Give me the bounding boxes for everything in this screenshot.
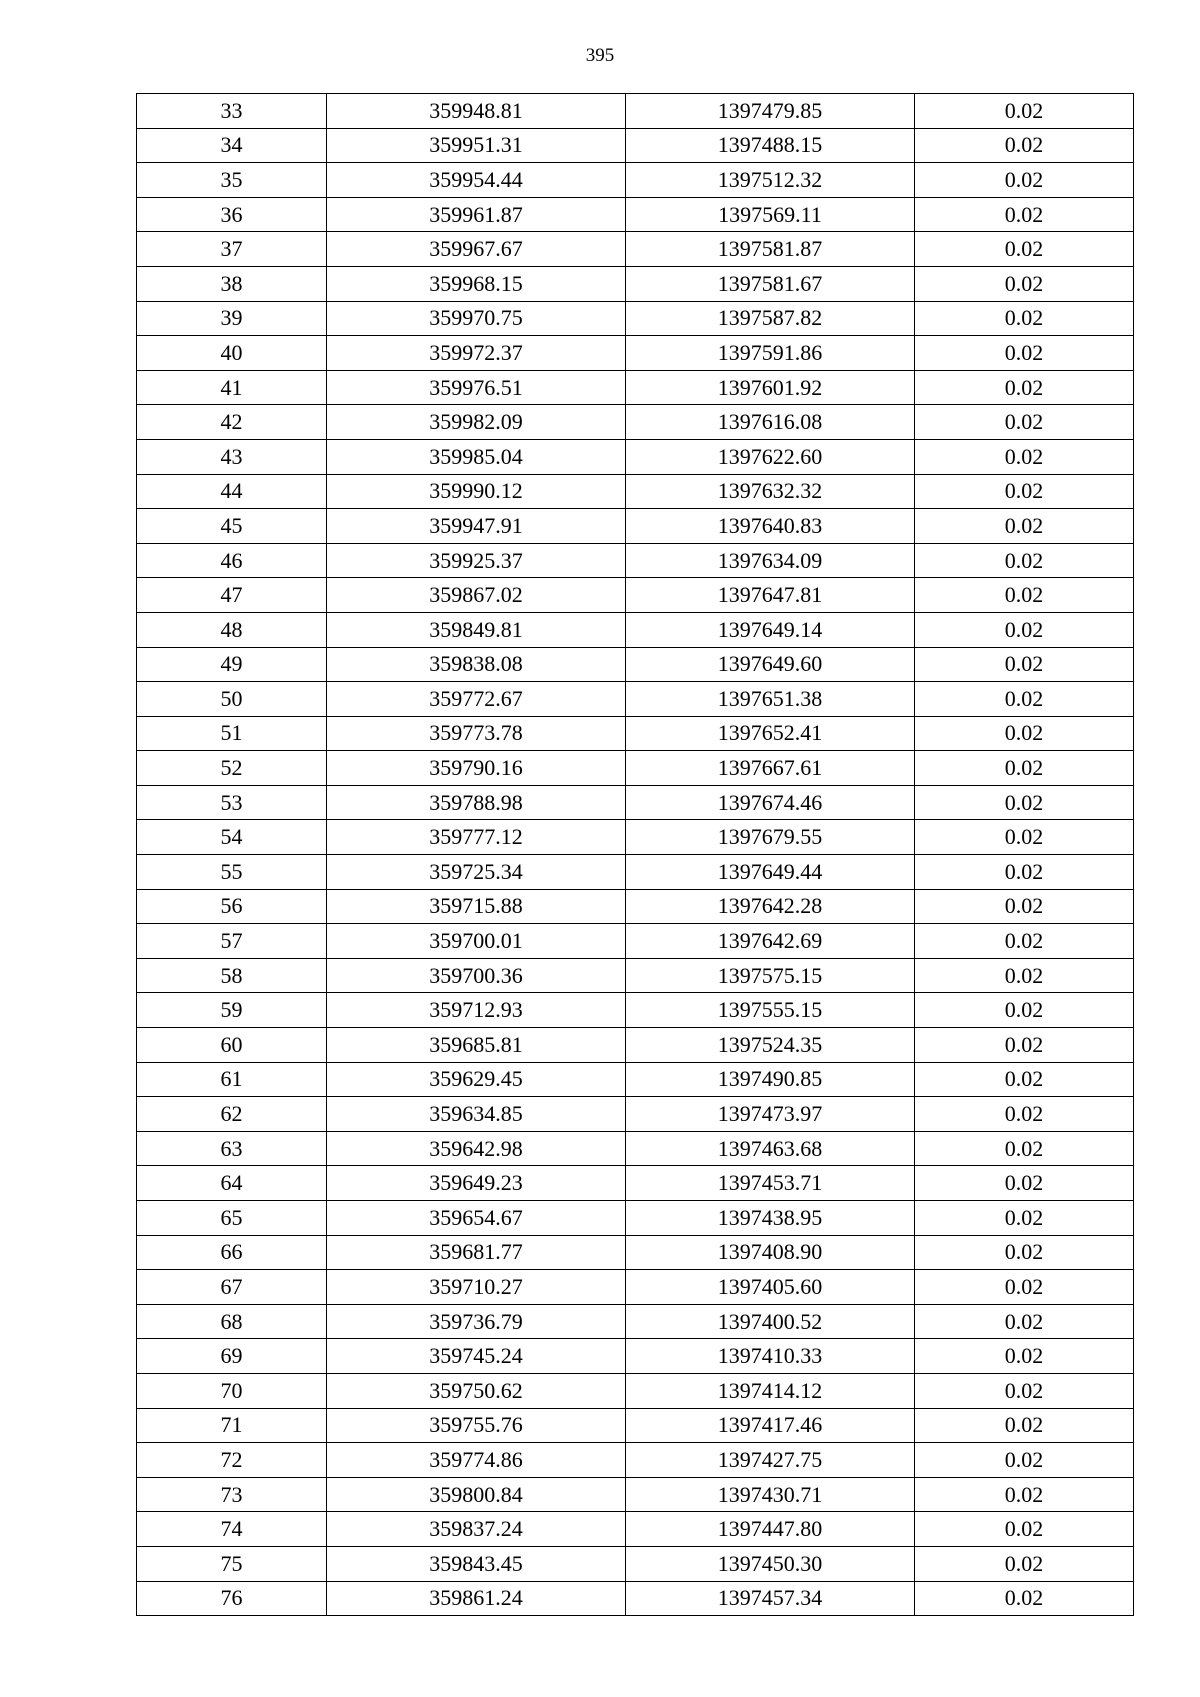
point-number-cell: 47: [137, 578, 327, 613]
table-row: [137, 266, 1134, 301]
y-coordinate-cell: 1397591.86: [626, 336, 915, 371]
table-row: [137, 301, 1134, 336]
x-coordinate-cell: 359750.62: [327, 1373, 626, 1408]
value-cell: 0.02: [915, 1443, 1134, 1478]
y-coordinate-cell: 1397410.33: [626, 1339, 915, 1374]
table-row: [137, 1028, 1134, 1063]
table-row: [137, 716, 1134, 751]
x-coordinate-cell: 359700.01: [327, 924, 626, 959]
table-row: [137, 1512, 1134, 1547]
table-row: [137, 197, 1134, 232]
x-coordinate-cell: 359725.34: [327, 855, 626, 890]
point-number-cell: 58: [137, 958, 327, 993]
x-coordinate-cell: 359685.81: [327, 1028, 626, 1063]
y-coordinate-cell: 1397651.38: [626, 682, 915, 717]
value-cell: 0.02: [915, 474, 1134, 509]
y-coordinate-cell: 1397616.08: [626, 405, 915, 440]
x-coordinate-cell: 359629.45: [327, 1062, 626, 1097]
y-coordinate-cell: 1397447.80: [626, 1512, 915, 1547]
point-number-cell: 41: [137, 370, 327, 405]
y-coordinate-cell: 1397512.32: [626, 163, 915, 198]
value-cell: 0.02: [915, 128, 1134, 163]
table-row: [137, 336, 1134, 371]
y-coordinate-cell: 1397581.87: [626, 232, 915, 267]
x-coordinate-cell: 359649.23: [327, 1166, 626, 1201]
y-coordinate-cell: 1397430.71: [626, 1477, 915, 1512]
table-row: [137, 855, 1134, 890]
value-cell: 0.02: [915, 543, 1134, 578]
y-coordinate-cell: 1397414.12: [626, 1373, 915, 1408]
x-coordinate-cell: 359715.88: [327, 889, 626, 924]
point-number-cell: 70: [137, 1373, 327, 1408]
table-row: [137, 1270, 1134, 1305]
value-cell: 0.02: [915, 163, 1134, 198]
value-cell: 0.02: [915, 1408, 1134, 1443]
table-row: [137, 128, 1134, 163]
y-coordinate-cell: 1397453.71: [626, 1166, 915, 1201]
value-cell: 0.02: [915, 370, 1134, 405]
x-coordinate-cell: 359849.81: [327, 612, 626, 647]
y-coordinate-cell: 1397569.11: [626, 197, 915, 232]
table-row: [137, 474, 1134, 509]
x-coordinate-cell: 359867.02: [327, 578, 626, 613]
point-number-cell: 43: [137, 439, 327, 474]
x-coordinate-cell: 359755.76: [327, 1408, 626, 1443]
x-coordinate-cell: 359772.67: [327, 682, 626, 717]
y-coordinate-cell: 1397649.60: [626, 647, 915, 682]
x-coordinate-cell: 359843.45: [327, 1546, 626, 1581]
y-coordinate-cell: 1397634.09: [626, 543, 915, 578]
table-row: [137, 1062, 1134, 1097]
value-cell: 0.02: [915, 1339, 1134, 1374]
x-coordinate-cell: 359790.16: [327, 751, 626, 786]
table-body: [137, 94, 1134, 1616]
y-coordinate-cell: 1397488.15: [626, 128, 915, 163]
y-coordinate-cell: 1397479.85: [626, 94, 915, 129]
point-number-cell: 74: [137, 1512, 327, 1547]
point-number-cell: 37: [137, 232, 327, 267]
point-number-cell: 62: [137, 1097, 327, 1132]
table-row: [137, 1373, 1134, 1408]
y-coordinate-cell: 1397473.97: [626, 1097, 915, 1132]
value-cell: 0.02: [915, 820, 1134, 855]
y-coordinate-cell: 1397408.90: [626, 1235, 915, 1270]
x-coordinate-cell: 359972.37: [327, 336, 626, 371]
value-cell: 0.02: [915, 889, 1134, 924]
value-cell: 0.02: [915, 439, 1134, 474]
value-cell: 0.02: [915, 1581, 1134, 1616]
y-coordinate-cell: 1397417.46: [626, 1408, 915, 1443]
point-number-cell: 67: [137, 1270, 327, 1305]
x-coordinate-cell: 359634.85: [327, 1097, 626, 1132]
value-cell: 0.02: [915, 336, 1134, 371]
point-number-cell: 61: [137, 1062, 327, 1097]
value-cell: 0.02: [915, 1062, 1134, 1097]
x-coordinate-cell: 359745.24: [327, 1339, 626, 1374]
table-row: [137, 1546, 1134, 1581]
value-cell: 0.02: [915, 94, 1134, 129]
value-cell: 0.02: [915, 716, 1134, 751]
point-number-cell: 48: [137, 612, 327, 647]
point-number-cell: 57: [137, 924, 327, 959]
point-number-cell: 50: [137, 682, 327, 717]
point-number-cell: 55: [137, 855, 327, 890]
value-cell: 0.02: [915, 1028, 1134, 1063]
x-coordinate-cell: 359736.79: [327, 1304, 626, 1339]
value-cell: 0.02: [915, 1477, 1134, 1512]
table-row: [137, 612, 1134, 647]
value-cell: 0.02: [915, 1235, 1134, 1270]
y-coordinate-cell: 1397674.46: [626, 785, 915, 820]
value-cell: 0.02: [915, 1166, 1134, 1201]
value-cell: 0.02: [915, 1097, 1134, 1132]
table-row: [137, 1408, 1134, 1443]
table-row: [137, 1443, 1134, 1478]
table-row: [137, 924, 1134, 959]
point-number-cell: 35: [137, 163, 327, 198]
point-number-cell: 72: [137, 1443, 327, 1478]
point-number-cell: 75: [137, 1546, 327, 1581]
y-coordinate-cell: 1397649.14: [626, 612, 915, 647]
table-row: [137, 509, 1134, 544]
point-number-cell: 40: [137, 336, 327, 371]
y-coordinate-cell: 1397667.61: [626, 751, 915, 786]
y-coordinate-cell: 1397587.82: [626, 301, 915, 336]
y-coordinate-cell: 1397450.30: [626, 1546, 915, 1581]
value-cell: 0.02: [915, 266, 1134, 301]
y-coordinate-cell: 1397575.15: [626, 958, 915, 993]
value-cell: 0.02: [915, 855, 1134, 890]
y-coordinate-cell: 1397555.15: [626, 993, 915, 1028]
point-number-cell: 76: [137, 1581, 327, 1616]
point-number-cell: 63: [137, 1131, 327, 1166]
table-row: [137, 958, 1134, 993]
point-number-cell: 52: [137, 751, 327, 786]
table-row: [137, 439, 1134, 474]
y-coordinate-cell: 1397601.92: [626, 370, 915, 405]
x-coordinate-cell: 359777.12: [327, 820, 626, 855]
x-coordinate-cell: 359774.86: [327, 1443, 626, 1478]
table-row: [137, 785, 1134, 820]
point-number-cell: 33: [137, 94, 327, 129]
value-cell: 0.02: [915, 1270, 1134, 1305]
table-row: [137, 1201, 1134, 1236]
value-cell: 0.02: [915, 993, 1134, 1028]
x-coordinate-cell: 359976.51: [327, 370, 626, 405]
y-coordinate-cell: 1397457.34: [626, 1581, 915, 1616]
point-number-cell: 36: [137, 197, 327, 232]
value-cell: 0.02: [915, 405, 1134, 440]
table-row: [137, 820, 1134, 855]
value-cell: 0.02: [915, 1373, 1134, 1408]
value-cell: 0.02: [915, 682, 1134, 717]
y-coordinate-cell: 1397652.41: [626, 716, 915, 751]
y-coordinate-cell: 1397463.68: [626, 1131, 915, 1166]
table-row: [137, 1304, 1134, 1339]
value-cell: 0.02: [915, 509, 1134, 544]
table-row: [137, 889, 1134, 924]
table-row: [137, 993, 1134, 1028]
point-number-cell: 34: [137, 128, 327, 163]
x-coordinate-cell: 359982.09: [327, 405, 626, 440]
table-row: [137, 543, 1134, 578]
x-coordinate-cell: 359681.77: [327, 1235, 626, 1270]
y-coordinate-cell: 1397642.28: [626, 889, 915, 924]
y-coordinate-cell: 1397490.85: [626, 1062, 915, 1097]
x-coordinate-cell: 359951.31: [327, 128, 626, 163]
table-row: [137, 1097, 1134, 1132]
x-coordinate-cell: 359642.98: [327, 1131, 626, 1166]
x-coordinate-cell: 359948.81: [327, 94, 626, 129]
point-number-cell: 54: [137, 820, 327, 855]
point-number-cell: 59: [137, 993, 327, 1028]
x-coordinate-cell: 359985.04: [327, 439, 626, 474]
point-number-cell: 49: [137, 647, 327, 682]
table-row: [137, 578, 1134, 613]
point-number-cell: 68: [137, 1304, 327, 1339]
table-row: [137, 647, 1134, 682]
value-cell: 0.02: [915, 1546, 1134, 1581]
value-cell: 0.02: [915, 924, 1134, 959]
value-cell: 0.02: [915, 232, 1134, 267]
point-number-cell: 53: [137, 785, 327, 820]
y-coordinate-cell: 1397642.69: [626, 924, 915, 959]
x-coordinate-cell: 359788.98: [327, 785, 626, 820]
table-row: [137, 232, 1134, 267]
x-coordinate-cell: 359837.24: [327, 1512, 626, 1547]
x-coordinate-cell: 359710.27: [327, 1270, 626, 1305]
table-row: [137, 682, 1134, 717]
table-row: [137, 1131, 1134, 1166]
value-cell: 0.02: [915, 785, 1134, 820]
value-cell: 0.02: [915, 578, 1134, 613]
y-coordinate-cell: 1397679.55: [626, 820, 915, 855]
x-coordinate-cell: 359970.75: [327, 301, 626, 336]
y-coordinate-cell: 1397405.60: [626, 1270, 915, 1305]
coordinates-table: [136, 93, 1134, 1616]
value-cell: 0.02: [915, 647, 1134, 682]
value-cell: 0.02: [915, 197, 1134, 232]
table-row: [137, 1339, 1134, 1374]
point-number-cell: 44: [137, 474, 327, 509]
point-number-cell: 42: [137, 405, 327, 440]
table-row: [137, 1235, 1134, 1270]
y-coordinate-cell: 1397400.52: [626, 1304, 915, 1339]
point-number-cell: 39: [137, 301, 327, 336]
point-number-cell: 71: [137, 1408, 327, 1443]
x-coordinate-cell: 359961.87: [327, 197, 626, 232]
value-cell: 0.02: [915, 1512, 1134, 1547]
x-coordinate-cell: 359990.12: [327, 474, 626, 509]
page-number: 395: [585, 45, 615, 66]
x-coordinate-cell: 359654.67: [327, 1201, 626, 1236]
point-number-cell: 64: [137, 1166, 327, 1201]
value-cell: 0.02: [915, 1201, 1134, 1236]
point-number-cell: 66: [137, 1235, 327, 1270]
y-coordinate-cell: 1397581.67: [626, 266, 915, 301]
point-number-cell: 45: [137, 509, 327, 544]
value-cell: 0.02: [915, 1131, 1134, 1166]
y-coordinate-cell: 1397640.83: [626, 509, 915, 544]
table-row: [137, 1581, 1134, 1616]
x-coordinate-cell: 359800.84: [327, 1477, 626, 1512]
point-number-cell: 69: [137, 1339, 327, 1374]
value-cell: 0.02: [915, 1304, 1134, 1339]
y-coordinate-cell: 1397649.44: [626, 855, 915, 890]
y-coordinate-cell: 1397622.60: [626, 439, 915, 474]
x-coordinate-cell: 359967.67: [327, 232, 626, 267]
value-cell: 0.02: [915, 958, 1134, 993]
point-number-cell: 38: [137, 266, 327, 301]
y-coordinate-cell: 1397438.95: [626, 1201, 915, 1236]
x-coordinate-cell: 359925.37: [327, 543, 626, 578]
point-number-cell: 60: [137, 1028, 327, 1063]
table-row: [137, 405, 1134, 440]
table-row: [137, 751, 1134, 786]
point-number-cell: 51: [137, 716, 327, 751]
value-cell: 0.02: [915, 751, 1134, 786]
x-coordinate-cell: 359947.91: [327, 509, 626, 544]
value-cell: 0.02: [915, 301, 1134, 336]
table-row: [137, 1166, 1134, 1201]
y-coordinate-cell: 1397632.32: [626, 474, 915, 509]
value-cell: 0.02: [915, 612, 1134, 647]
x-coordinate-cell: 359712.93: [327, 993, 626, 1028]
x-coordinate-cell: 359861.24: [327, 1581, 626, 1616]
x-coordinate-cell: 359968.15: [327, 266, 626, 301]
table-row: [137, 370, 1134, 405]
point-number-cell: 46: [137, 543, 327, 578]
point-number-cell: 65: [137, 1201, 327, 1236]
table-row: [137, 163, 1134, 198]
table-row: [137, 94, 1134, 129]
table-row: [137, 1477, 1134, 1512]
point-number-cell: 56: [137, 889, 327, 924]
y-coordinate-cell: 1397524.35: [626, 1028, 915, 1063]
x-coordinate-cell: 359954.44: [327, 163, 626, 198]
y-coordinate-cell: 1397427.75: [626, 1443, 915, 1478]
x-coordinate-cell: 359700.36: [327, 958, 626, 993]
x-coordinate-cell: 359773.78: [327, 716, 626, 751]
x-coordinate-cell: 359838.08: [327, 647, 626, 682]
point-number-cell: 73: [137, 1477, 327, 1512]
y-coordinate-cell: 1397647.81: [626, 578, 915, 613]
